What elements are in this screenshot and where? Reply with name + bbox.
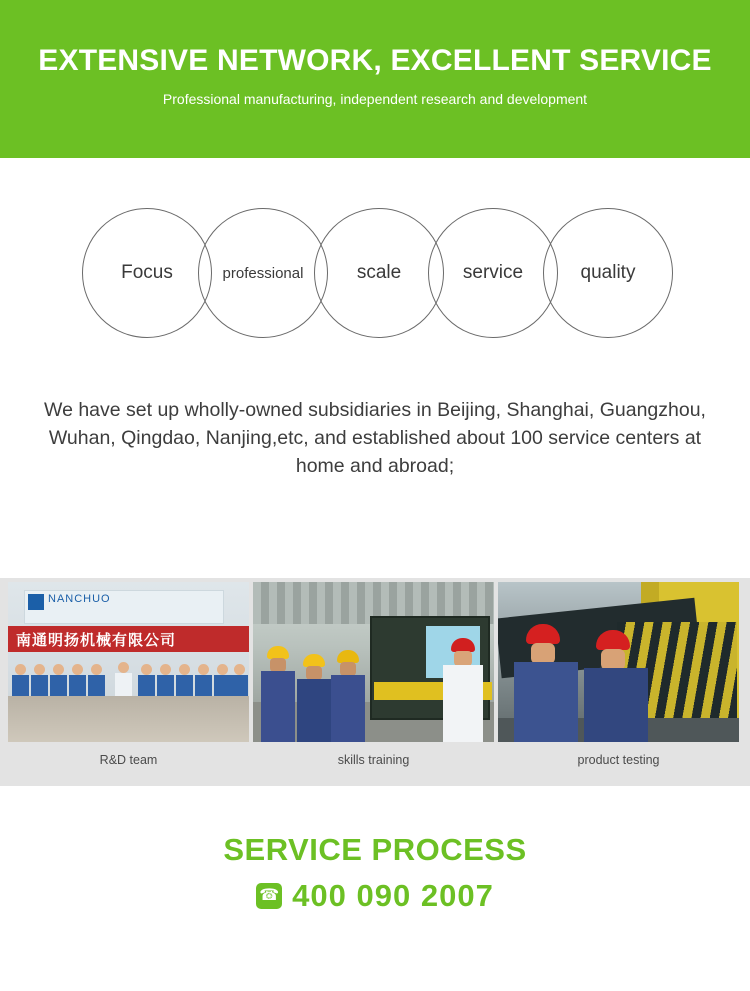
service-process-section: [0, 786, 750, 991]
service-process-title: SERVICE PROCESS: [223, 832, 527, 867]
photo2-trainee: [297, 654, 331, 742]
keyword-circle-label: quality: [580, 262, 636, 283]
photo1-floor: [8, 696, 249, 742]
photo-caption: product testing: [577, 753, 660, 767]
keyword-circle-label: Focus: [121, 262, 173, 283]
photo-skills-training: [253, 582, 494, 742]
lead-paragraph: We have set up wholly-owned subsidiaries in Beijing, Shanghai, Guangzhou, Wuhan, Qingdao, Nanjing,etc, and established about 100 service centers at home and abroad;: [44, 399, 706, 477]
hotline-row[interactable]: [0, 878, 750, 914]
page-title: EXTENSIVE NETWORK, EXCELLENT SERVICE: [38, 44, 712, 77]
keyword-circle-row: [0, 158, 750, 388]
hardhat-icon: [526, 624, 560, 644]
photo1-banner-text: 南通明扬机械有限公司: [16, 632, 177, 649]
hotline-number[interactable]: 400 090 2007: [292, 878, 494, 913]
photo-caption-row: [0, 753, 750, 767]
photo2-trainee: [331, 650, 365, 742]
photo-caption: skills training: [337, 753, 410, 767]
keyword-circle-scale: [314, 208, 444, 338]
header-banner: [0, 0, 750, 158]
hardhat-icon: [451, 638, 475, 652]
page-subtitle: Professional manufacturing, independent research and development: [162, 91, 588, 107]
photo1-sign-text: NANCHUO: [48, 593, 111, 605]
photo2-trainee: [261, 646, 295, 742]
keyword-circle-label: professional: [222, 264, 304, 282]
phone-icon: ☎: [256, 883, 282, 909]
photo3-technician: [584, 630, 648, 742]
keyword-circle-service: [428, 208, 558, 338]
photo3-technician: [514, 624, 578, 742]
keyword-circle-label: scale: [356, 262, 402, 283]
keyword-circle-professional: [198, 208, 328, 338]
photo-rd-team: [8, 582, 249, 742]
company-logo-icon: [28, 594, 44, 610]
photo-product-testing: [498, 582, 739, 742]
keyword-circle-focus: [82, 208, 212, 338]
keyword-circle-quality: [543, 208, 673, 338]
photo-caption: R&D team: [99, 753, 158, 767]
photo-gallery-section: [0, 578, 750, 786]
photo2-instructor: [443, 638, 483, 742]
photo-row: [0, 578, 750, 742]
keyword-circle-label: service: [462, 262, 524, 283]
hardhat-icon: [596, 630, 630, 650]
